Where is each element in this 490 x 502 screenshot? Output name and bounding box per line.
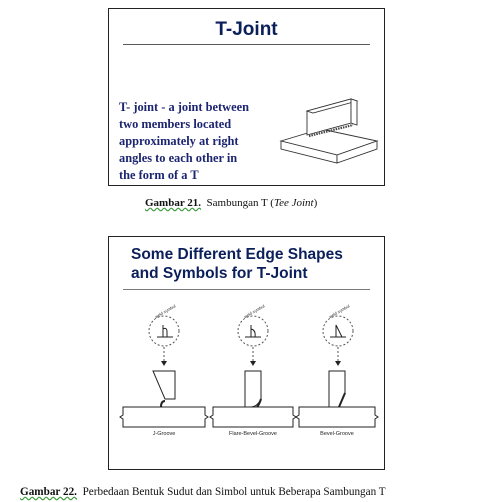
figure-label: Gambar 21. — [145, 197, 202, 209]
edge-shapes-slide — [108, 236, 385, 470]
bubble-label: weld symbol — [243, 303, 266, 320]
groove-label: Bevel-Groove — [320, 431, 354, 437]
title-divider — [123, 289, 370, 290]
t-joint-description — [119, 99, 269, 184]
flare-weld-symbol — [245, 325, 261, 337]
caption-text: Perbedaan Bentuk Sudut dan Simbol untuk Beberapa Sambungan T — [82, 486, 386, 498]
description-line: approximately at right — [119, 134, 239, 148]
j-groove-diagram — [120, 303, 208, 437]
groove-label: Flare-Bevel-Groove — [229, 431, 277, 437]
j-weld-symbol — [157, 325, 173, 337]
description-line: the form of a T — [119, 168, 199, 182]
caption-italic: Tee Joint — [273, 197, 314, 209]
figure-21-caption — [145, 197, 317, 209]
caption-text-end: ) — [313, 197, 318, 209]
title-line: and Symbols for T-Joint — [131, 265, 308, 282]
title-divider — [123, 44, 370, 45]
figure-label: Gambar 22. — [20, 486, 77, 498]
figure-22-caption — [20, 486, 386, 498]
slide-title — [131, 245, 343, 283]
slide-title: T-Joint — [215, 19, 278, 40]
t-joint-slide — [108, 8, 385, 186]
bevel-weld-symbol — [330, 325, 346, 337]
bubble-label: weld symbol — [154, 303, 177, 320]
description-line: two members located — [119, 117, 232, 131]
t-joint-illustration — [279, 89, 379, 169]
description-line: angles to each other in — [119, 151, 238, 165]
caption-text: Sambungan T ( — [206, 197, 274, 209]
groove-label: J-Groove — [152, 431, 176, 437]
bubble-label: weld symbol — [328, 303, 351, 320]
title-line: Some Different Edge Shapes — [131, 246, 343, 263]
bevel-groove-diagram — [296, 303, 378, 437]
groove-diagrams — [117, 303, 379, 463]
description-line: T- joint - a joint between — [119, 100, 249, 114]
flare-bevel-groove-diagram — [210, 303, 296, 437]
